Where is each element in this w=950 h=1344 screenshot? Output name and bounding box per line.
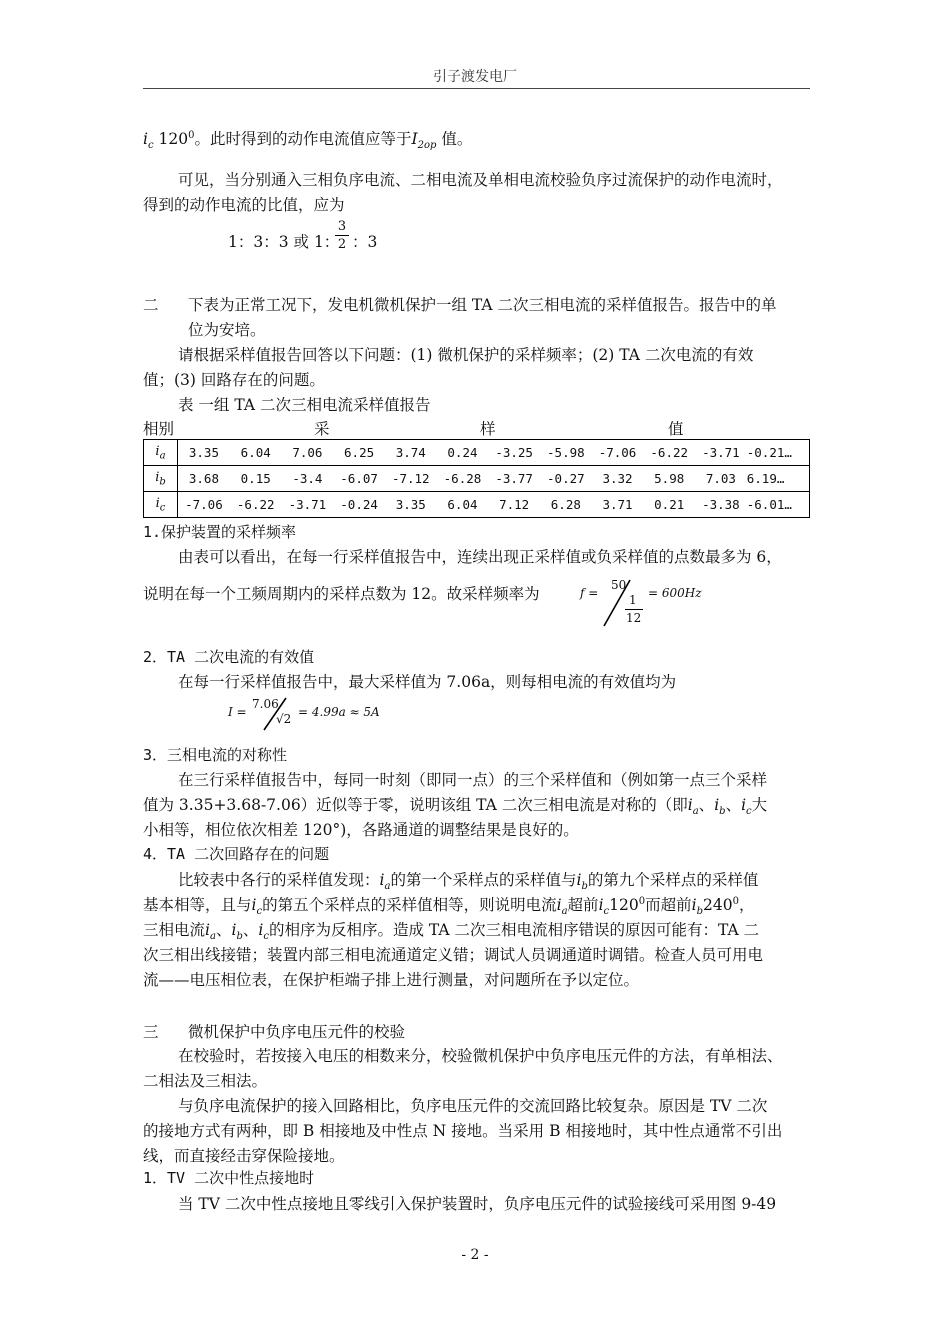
line-ic-120: $i_c$ $120^0$。此时得到的动作电流值应等于$I_{2op}$ 值。: [143, 129, 473, 152]
heading-sampling-frequency: 1.保护装置的采样频率: [143, 523, 297, 541]
para-effective: 在每一行采样值报告中，最大采样值为 7.06a，则每相电流的有效值均为: [178, 673, 677, 691]
section3-para-5: 线，而直接经击穿保险接地。: [143, 1147, 345, 1165]
formula-f-lhs: f =: [580, 586, 599, 600]
section-number-2: 二: [143, 296, 159, 314]
heading-problems: 4．TA 二次回路存在的问题: [143, 845, 330, 863]
section2-line1: 下表为正常工况下，发电机微机保护一组 TA 二次三相电流的采样值报告。报告中的单: [188, 296, 777, 314]
page-header: 引子渡发电厂: [433, 69, 517, 85]
para-symmetry-2: 值为 3.35+3.68-7.06）近似等于零，说明该组 TA 二次三相电流是对称的（即$i_a$、$i_b$、$i_c$大: [143, 796, 768, 818]
para-sampling-1: 由表可以看出，在每一行采样值报告中，连续出现正采样值或负采样值的点数最多为 6，: [178, 548, 782, 566]
formula-i-lhs: I =: [228, 705, 247, 719]
para-problems-3: 三相电流$i_a$、$i_b$、$i_c$的相序为反相序。造成 TA 二次三相电流相序错误的原因可能有：TA 二: [143, 921, 760, 943]
formula-i-den: √2: [276, 712, 292, 726]
para-problems-5: 流——电压相位表，在保护柜端子排上进行测量，对问题所在予以定位。: [143, 971, 640, 989]
phase-cell: $i_b$: [144, 466, 178, 492]
heading-effective-value: 2．TA 二次电流的有效值: [143, 648, 315, 666]
section3-para-4: 的接地方式有两种，即 B 相接地及中性点 N 接地。当采用 B 相接地时，其中性点通常不引出: [143, 1122, 783, 1140]
para-tv-neutral: 当 TV 二次中性点接地且零线引入保护装置时，负序电压元件的试验接线可采用图 9-49: [178, 1195, 777, 1213]
section2-line2: 位为安培。: [188, 321, 266, 339]
table-header-char-2: 样: [480, 420, 496, 438]
sample-table: [143, 439, 810, 518]
para-symmetry-1: 在三行采样值报告中，每同一时刻（即同一点）的三个采样值和（例如第一点三个采样: [178, 771, 768, 789]
section-number-3: 三: [143, 1023, 159, 1041]
section3-para-3: 与负序电流保护的接入回路相比，负序电压元件的交流回路比较复杂。原因是 TV 二次: [178, 1097, 768, 1115]
table-col-header: 相别: [143, 420, 175, 438]
table-header-char-1: 采: [314, 420, 330, 438]
section3-para-1: 在校验时，若按接入电压的相数来分，校验微机保护中负序电压元件的方法，有单相法、: [178, 1047, 783, 1065]
question-line2: 值；(3) 回路存在的问题。: [143, 371, 325, 389]
section3-para-2: 二相法及三相法。: [143, 1072, 268, 1090]
table-row: $i_b$ 3.68 0.15 -3.4 -6.07 -7.12 -6.28 -3.77 -0.27 3.32 5.98 7.03 6.19…: [144, 466, 810, 492]
ratio-fraction: 3 2: [335, 219, 349, 252]
formula-i-rhs: = 4.99a ≈ 5A: [298, 705, 380, 719]
section3-title: 微机保护中负序电压元件的校验: [188, 1023, 406, 1041]
ratio-right: ：3: [352, 233, 378, 251]
table-row: $i_a$ 3.35 6.04 7.06 6.25 3.74 0.24 -3.25 -5.98 -7.06 -6.22 -3.71 -0.21…: [144, 440, 810, 466]
para-ratio-1: 可见，当分别通入三相负序电流、二相电流及单相电流校验负序过流保护的动作电流时，: [178, 171, 783, 189]
para-ratio-2: 得到的动作电流的比值，应为: [143, 196, 345, 214]
heading-tv-neutral: 1．TV 二次中性点接地时: [143, 1169, 315, 1187]
question-line1: 请根据采样值报告回答以下问题：(1) 微机保护的采样频率；(2) TA 二次电流的有效: [178, 346, 754, 364]
phase-cell: $i_a$: [144, 440, 178, 466]
formula-f-inner-num: 1: [629, 593, 637, 607]
table-header-char-3: 值: [668, 420, 684, 438]
header-rule: [143, 88, 810, 89]
formula-f-num: 50: [611, 578, 627, 592]
para-problems-4: 次三相出线接错；装置内部三相电流通道定义错；调试人员调通道时调错。检查人员可用电: [143, 946, 764, 964]
table-title: 表 一组 TA 二次三相电流采样值报告: [178, 396, 431, 414]
heading-symmetry: 3．三相电流的对称性: [143, 746, 288, 764]
para-problems-1: 比较表中各行的采样值发现：$i_a$的第一个采样点的采样值与$i_b$的第九个采样点的采样值: [178, 871, 759, 893]
table-row: $i_c$ -7.06 -6.22 -3.71 -0.24 3.35 6.04 7.12 6.28 3.71 0.21 -3.38 -6.01…: [144, 492, 810, 518]
page-number: - 2 -: [461, 1247, 489, 1263]
para-symmetry-3: 小相等，相位依次相差 120°)，各路通道的调整结果是良好的。: [143, 821, 579, 839]
formula-i-num: 7.06: [252, 697, 279, 711]
formula-f-bar: [625, 609, 643, 610]
formula-f-rhs: = 600Hz: [648, 586, 702, 600]
formula-f-inner-den: 12: [626, 611, 642, 625]
phase-cell: $i_c$: [144, 492, 178, 518]
para-sampling-2: 说明在每一个工频周期内的采样点数为 12。故采样频率为: [143, 585, 540, 603]
ratio-left: 1：3：3 或 1：: [228, 233, 340, 251]
para-problems-2: 基本相等，且与$i_c$的第五个采样点的采样值相等，则说明电流$i_a$超前$i_c120^0$而超前$i_b240^0$，: [143, 895, 755, 918]
